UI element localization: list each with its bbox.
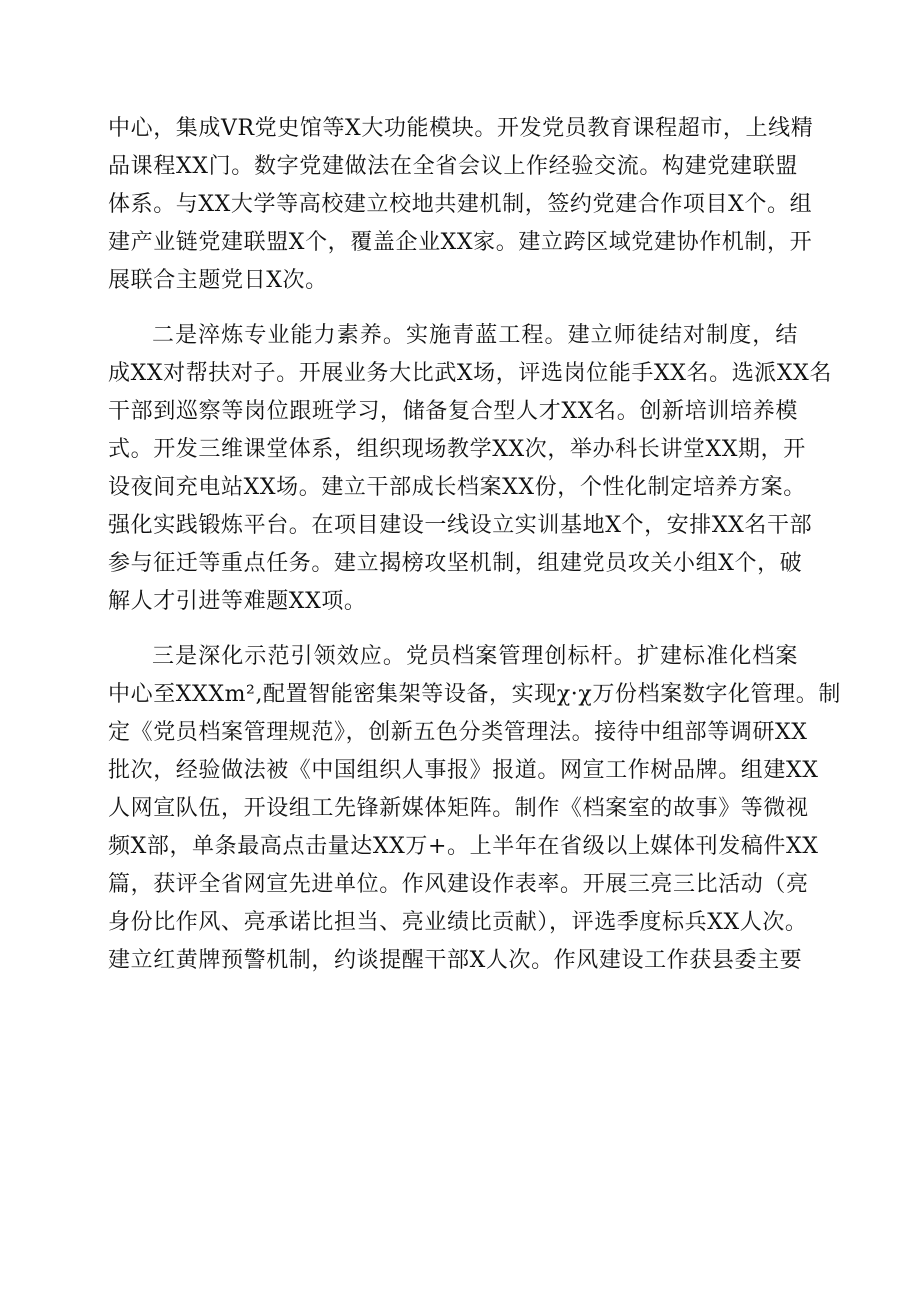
- text-line: 式。开发三维课堂体系，组织现场教学XX次，举办科长讲堂XX期，开: [108, 437, 806, 462]
- text-line: 建立红黄牌预警机制，约谈提醒干部X人次。作风建设工作获县委主要: [108, 948, 803, 973]
- text-line: 展联合主题党日X次。: [108, 268, 328, 293]
- text-line: 人网宣队伍，开设组工先锋新媒体矩阵。制作《档案室的故事》等微视: [108, 796, 809, 821]
- text-line: 解人才引进等难题XX项。: [108, 589, 367, 614]
- text-line: 强化实践锻炼平台。在项目建设一线设立实训基地X个，安排XX名干部: [108, 513, 813, 538]
- paragraph-2: [108, 317, 833, 621]
- text-line: 建产业链党建联盟X个，覆盖企业XX家。建立跨区域党建协作机制，开: [108, 230, 813, 255]
- document-body: [108, 110, 841, 980]
- text-line: 频X部，单条最高点击量达XX万+。上半年在省级以上媒体刊发稿件XX: [108, 834, 819, 859]
- text-line: 三是深化示范引领效应。党员档案管理创标杆。扩建标准化档案: [152, 644, 798, 669]
- text-line: 设夜间充电站XX场。建立干部成长档案XX份，个性化制定培养方案。: [108, 475, 806, 500]
- text-line: 中心，集成VR党史馆等X大功能模块。开发党员教育课程超市，上线精: [108, 116, 814, 141]
- paragraph-1: [108, 110, 814, 300]
- paragraph-3: [108, 638, 841, 980]
- text-line: 成XX对帮扶对子。开展业务大比武X场，评选岗位能手XX名。选派XX名: [108, 361, 833, 386]
- text-line: 品课程XX门。数字党建做法在全省会议上作经验交流。构建党建联盟: [108, 154, 798, 179]
- text-line: 定《党员档案管理规范》，创新五色分类管理法。接待中组部等调研XX: [108, 720, 808, 745]
- text-line: 二是淬炼专业能力素养。实施青蓝工程。建立师徒结对制度，结: [152, 323, 798, 348]
- text-line: 身份比作风、亮承诺比担当、亮业绩比贡献），评选季度标兵XX人次。: [108, 910, 808, 935]
- text-line: 中心至XXXm²,配置智能密集架等设备，实现χ·χ万份档案数字化管理。制: [108, 682, 841, 707]
- text-line: 篇，获评全省网宣先进单位。作风建设作表率。开展三亮三比活动（亮: [108, 872, 809, 897]
- text-line: 参与征迁等重点任务。建立揭榜攻坚机制，组建党员攻关小组X个，破: [108, 551, 803, 576]
- text-line: 批次，经验做法被《中国组织人事报》报道。网宣工作树品牌。组建XX: [108, 758, 819, 783]
- text-line: 体系。与XX大学等高校建立校地共建机制，签约党建合作项目X个。组: [108, 192, 813, 217]
- text-line: 干部到巡察等岗位跟班学习，储备复合型人才XX名。创新培训培养模: [108, 399, 798, 424]
